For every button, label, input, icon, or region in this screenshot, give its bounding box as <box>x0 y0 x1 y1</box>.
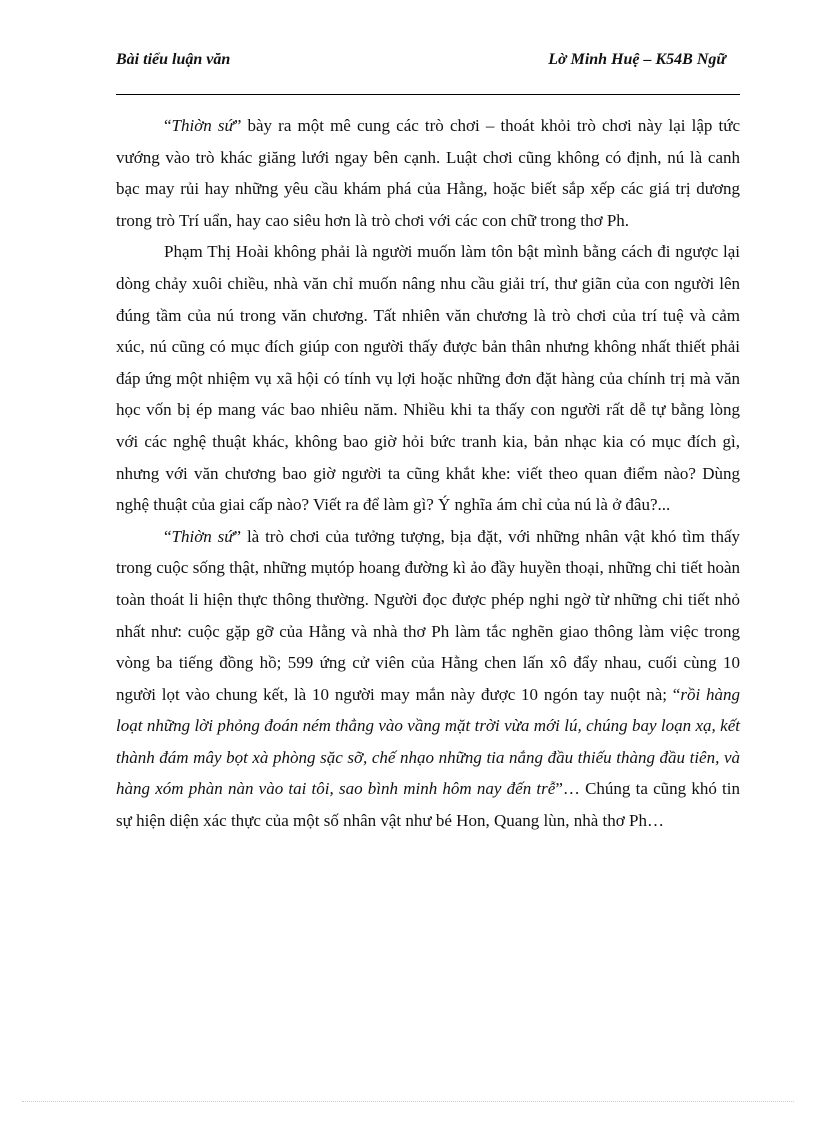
paragraph-text: ” là trò chơi của tưởng tượng, bịa đặt, với những nhân vật khó tìm thấy trong cuộc sống thật, những mụtóp hoang đường kì ảo đầy huyền thoại, những chi tiết hoàn toàn thoát li hiện thực thông thường. Người đọc được phép nghi ngờ từ những chi tiết nhỏ nhất như: cuộc gặp gỡ của Hằng và nhà thơ Ph làm tắc nghẽn giao thông làm việc trong vòng ba tiếng đồng hồ; 599 ứng cử viên của Hằng chen lấn xô đẩy nhau, cuối cùng 10 người lọt vào chung kết, là 10 người may mắn này được 10 ngón tay nuột nà; “ <box>116 526 740 704</box>
footer-divider <box>22 1101 794 1102</box>
paragraph-3 <box>116 521 740 837</box>
paragraph-text: ” bày ra một mê cung các trò chơi – thoát khỏi trò chơi này lại lập tức vướng vào trò khác giăng lưới ngay bên cạnh. Luật chơi cũng không có định, nú là canh bạc may rủi hay những yêu cầu khám phá của Hằng, hoặc biết sắp xếp các giá trị dương trong trò Trí uẩn, hay cao siêu hơn là trò chơi với các con chữ trong thơ Ph. <box>116 116 741 230</box>
paragraph-text-end: ”… Chúng ta cũng khó tin sự hiện diện xác thực của một số nhân vật như bé Hon, Quang lùn, nhà thơ Ph… <box>116 779 740 831</box>
work-title: Thiờn sứ <box>171 116 234 135</box>
paragraph-2: Phạm Thị Hoài không phải là người muốn làm tôn bật mình bằng cách đi ngược lại dòng chảy xuôi chiều, nhà văn chỉ muốn nâng nhu cầu giải trí, thư giãn của con người lên đúng tầm của nú trong văn chương. Tất nhiên văn chương là trò chơi của trí tuệ và cảm xúc, nú cũng có mục đích giúp con người thấy được bản thân nhưng không nhất thiết phải đáp ứng một nhiệm vụ xã hội có tính vụ lợi hoặc những đơn đặt hàng của chính trị mà văn học vốn bị ép mang vác bao nhiêu năm. Nhiều khi ta thấy con người rất dễ tự bằng lòng với các nghệ thuật khác, không bao giờ hỏi bức tranh kia, bản nhạc kia có mục đích gì, nhưng với văn chương bao giờ người ta cũng khắt khe: viết theo quan điểm nào? Dùng nghệ thuật của giai cấp nào? Viết ra để làm gì? Ý nghĩa ám chỉ của nú là ở đâu?... <box>116 242 740 515</box>
body-text <box>116 110 740 837</box>
italic-quotation: rồi hàng loạt những lời phỏng đoán ném thẳng vào vầng mặt trời vừa mới lú, chúng bay loạn xạ, kết thành đám mây bọt xà phòng sặc sỡ, chế nhạo những tia nắng đầu thiếu thàng đầu tiên, và hàng xóm phàn nàn vào tai tôi, sao bình minh hôm nay đến trễ <box>116 684 740 799</box>
paragraph-1 <box>116 110 740 236</box>
work-title: Thiờn sứ <box>171 526 234 546</box>
header-title-left: Bài tiểu luận văn <box>116 51 231 68</box>
quote-open: “ <box>164 116 172 135</box>
header-author-right: Lờ Minh Huệ – K54B Ngữ <box>548 51 726 68</box>
quote-open: “ <box>164 526 172 546</box>
page-header <box>116 50 740 95</box>
